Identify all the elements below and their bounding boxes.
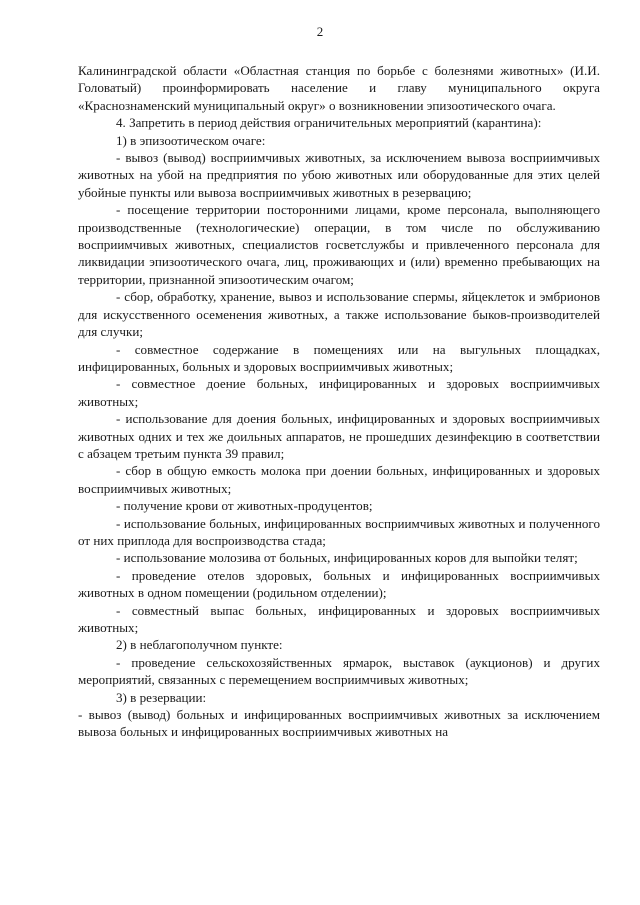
list-item: - проведение сельскохозяйственных ярмарок, выставок (аукционов) и других мероприятий, связанных с перемещением восприимчивых животных; xyxy=(78,654,600,688)
list-item: - вывоз (вывод) восприимчивых животных, за исключением вывоза восприимчивых животных на убой на предприятия по убою животных или оборудованные для этих целей убойные пункты или вывоза восприимчивых животных в резервацию; xyxy=(78,150,600,200)
subheading-unfavorable-point: 2) в неблагополучном пункте: xyxy=(116,637,283,653)
list-item: - получение крови от животных-продуцентов; xyxy=(116,498,373,514)
document-body xyxy=(78,62,600,741)
list-item: - посещение территории посторонними лицами, кроме персонала, выполняющего производственные (технологические) операции, в том числе по обслуживанию восприимчивых животных, специалистов госветслужбы и привлеченного персонала для ликвидации эпизоотического очага, лиц, проживающих и (или) временно пребывающих на территории, признанной эпизоотическим очагом; xyxy=(78,202,600,287)
paragraph-continuation: Калининградской области «Областная станция по борьбе с болезнями животных» (И.И. Головатый) проинформировать население и главу муниципального округа «Краснознаменский муниципальный округ» о возникновении эпизоотического очага. xyxy=(78,63,600,113)
list-item: - использование для доения больных, инфицированных и здоровых восприимчивых животных одних и тех же доильных аппаратов, не прошедших дезинфекцию в соответствии с абзацем третьим пункта 39 правил; xyxy=(78,411,600,461)
list-item: - использование больных, инфицированных восприимчивых животных и полученного от них приплода для воспроизводства стада; xyxy=(78,515,600,548)
page-number: 2 xyxy=(316,24,324,39)
list-item: - совместное доение больных, инфицированных и здоровых восприимчивых животных; xyxy=(78,376,600,409)
paragraph-item-4: 4. Запретить в период действия ограничительных мероприятий (карантина): xyxy=(116,115,542,131)
list-item: - проведение отелов здоровых, больных и инфицированных восприимчивых животных в одном помещении (родильном отделении); xyxy=(78,567,600,601)
list-item: - совместное содержание в помещениях или на выгульных площадках, инфицированных, больных и здоровых восприимчивых животных; xyxy=(78,341,600,374)
subheading-reservation: 3) в резервации: xyxy=(116,689,207,705)
list-item: - совместный выпас больных, инфицированных и здоровых восприимчивых животных; xyxy=(78,602,600,635)
list-item: - сбор в общую емкость молока при доении больных, инфицированных и здоровых восприимчивых животных; xyxy=(78,463,600,496)
list-item: - использование молозива от больных, инфицированных коров для выпойки телят; xyxy=(116,550,578,566)
list-item: - сбор, обработку, хранение, вывоз и использование спермы, яйцеклеток и эмбрионов для искусственного осеменения животных, а также использование быков-производителей для случки; xyxy=(78,289,600,340)
list-item: - вывоз (вывод) больных и инфицированных восприимчивых животных за исключением вывоза больных и инфицированных восприимчивых животных на xyxy=(78,707,600,740)
subheading-epizootic-focus: 1) в эпизоотическом очаге: xyxy=(116,132,266,148)
